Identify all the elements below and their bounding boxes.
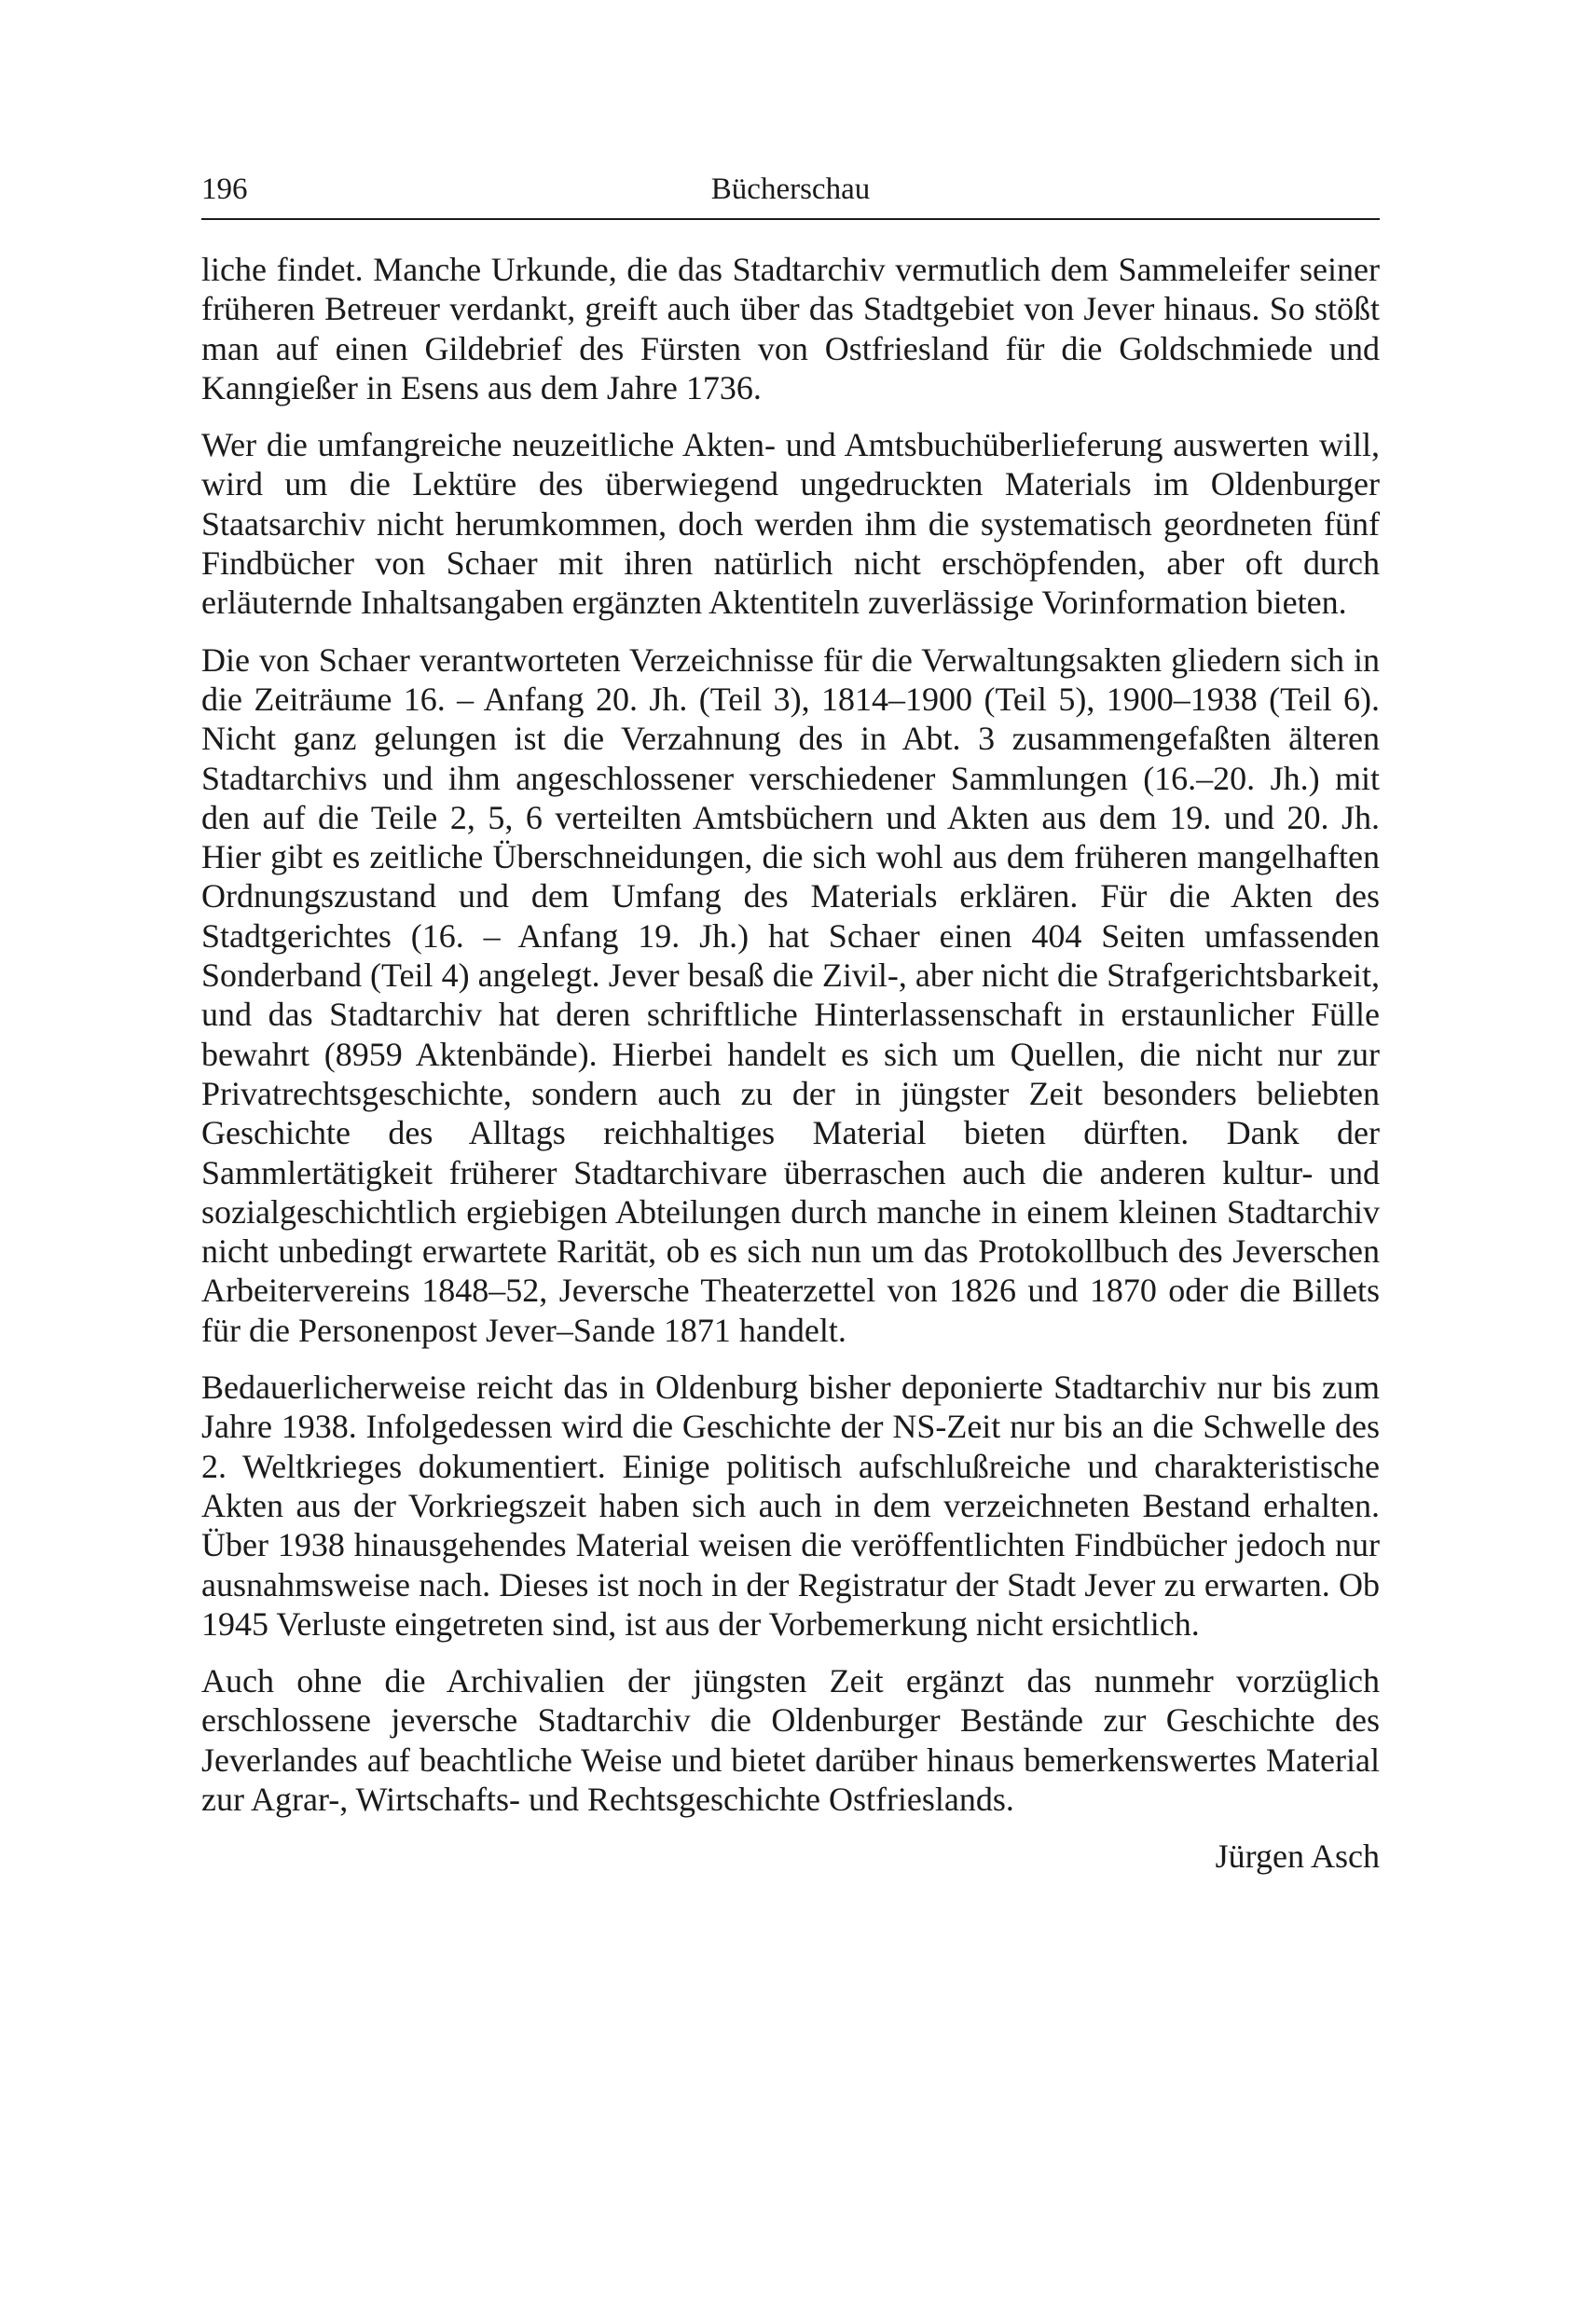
paragraph-3: Die von Schaer verantworteten Verzeichnisse für die Verwaltungsakten gliedern sich in die Zeiträume 16. – Anfang 20. Jh. (Teil 3), 1814–1900 (Teil 5), 1900–1938 (Teil 6). Nicht ganz gelungen ist die Verzahnung des in Abt. 3 zusammengefaßten älteren Stadtarchivs und ihm angeschlossener verschiedener Sammlungen (16.–20. Jh.) mit den auf die Teile 2, 5, 6 verteilten Amtsbüchern und Akten aus dem 19. und 20. Jh. Hier gibt es zeitliche Überschneidungen, die sich wohl aus dem früheren mangelhaften Ordnungszustand und dem Umfang des Materials erklären. Für die Akten des Stadtgerichtes (16. – Anfang 19. Jh.) hat Schaer einen 404 Seiten umfassenden Sonderband (Teil 4) angelegt. Jever besaß die Zivil-, aber nicht die Strafgerichtsbarkeit, und das Stadtarchiv hat deren schriftliche Hinterlassenschaft in erstaunlicher Fülle bewahrt (8959 Aktenbände). Hierbei handelt es sich um Quellen, die nicht nur zur Privatrechtsgeschichte, sondern auch zu der in jüngster Zeit besonders beliebten Geschichte des Alltags reichhaltiges Material bieten dürften. Dank der Sammlertätigkeit früherer Stadtarchivare überraschen auch die anderen kultur- und sozialgeschichtlich ergiebigen Abteilungen durch manche in einem kleinen Stadtarchiv nicht unbedingt erwartete Rarität, ob es sich nun um das Protokollbuch des Jeverschen Arbeitervereins 1848–52, Jeversche Theaterzettel von 1826 und 1870 oder die Billets für die Personenpost Jever–Sande 1871 handelt.	[201, 640, 1380, 1349]
running-head	[201, 166, 1380, 213]
paragraph-5: Auch ohne die Archivalien der jüngsten Zeit ergänzt das nunmehr vorzüglich erschlossene jeversche Stadtarchiv die Oldenburger Bestände zur Geschichte des Jeverlandes auf beachtliche Weise und bietet darüber hinaus bemerkenswertes Material zur Agrar-, Wirtschafts- und Rechtsgeschichte Ostfrieslands.	[201, 1662, 1380, 1818]
paragraph-1: liche findet. Manche Urkunde, die das Stadtarchiv vermutlich dem Sammeleifer seiner früheren Betreuer verdankt, greift auch über das Stadtgebiet von Jever hinaus. So stößt man auf einen Gildebrief des Fürsten von Ostfriesland für die Goldschmiede und Kanngießer in Esens aus dem Jahre 1736.	[201, 251, 1380, 406]
running-head-title: Bücherschau	[710, 172, 871, 206]
paragraph-2: Wer die umfangreiche neuzeitliche Akten- und Amtsbuchüberlieferung auswerten will, wird um die Lektüre des überwiegend ungedruckten Materials im Oldenburger Staatsarchiv nicht herumkommen, doch werden ihm die systematisch geordneten fünf Findbücher von Schaer mit ihren natürlich nicht erschöpfenden, aber oft durch erläuternde Inhaltsangaben ergänzten Aktentiteln zuverlässige Vorinformation bieten.	[201, 426, 1380, 622]
author-signature: Jürgen Asch	[1215, 1837, 1380, 1876]
page-number: 196	[201, 172, 248, 206]
body-text	[201, 250, 1380, 1877]
header-rule	[201, 218, 1380, 220]
paragraph-4: Bedauerlicherweise reicht das in Oldenburg bisher deponierte Stadtarchiv nur bis zum Jahre 1938. Infolgedessen wird die Geschichte der NS-Zeit nur bis an die Schwelle des 2. Weltkrieges dokumentiert. Einige politisch aufschlußreiche und charakteristische Akten aus der Vorkriegszeit haben sich auch in dem verzeichneten Bestand erhalten. Über 1938 hinausgehendes Material weisen die veröffentlichten Findbücher jedoch nur ausnahmsweise nach. Dieses ist noch in der Registratur der Stadt Jever zu erwarten. Ob 1945 Verluste eingetreten sind, ist aus der Vorbemerkung nicht ersichtlich.	[201, 1369, 1380, 1643]
